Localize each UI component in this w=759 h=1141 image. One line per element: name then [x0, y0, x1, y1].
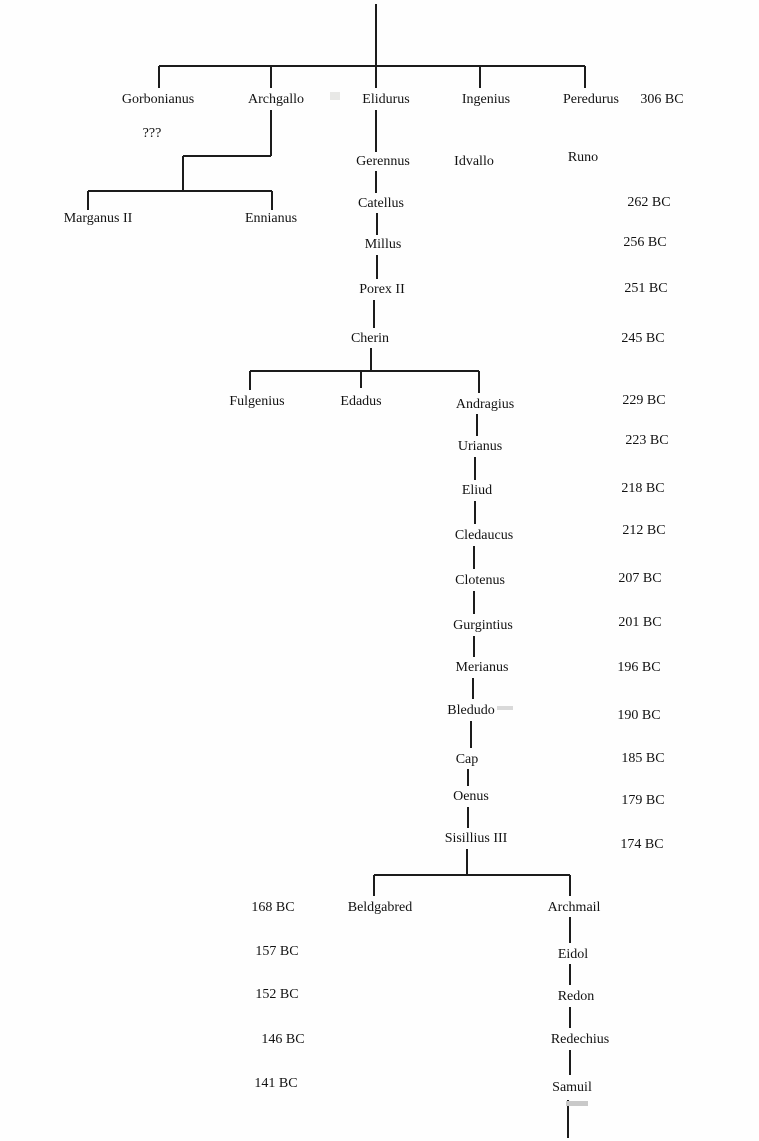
connector-line: [271, 191, 273, 210]
tree-node-millus: Millus: [364, 237, 402, 252]
tree-node-elidurus: Elidurus: [362, 92, 410, 107]
tree-node-gurgintius: Gurgintius: [453, 618, 513, 633]
scan-artifact: [330, 92, 340, 100]
tree-node-gorbonianus: Gorbonianus: [121, 92, 195, 107]
connector-line: [360, 371, 362, 388]
connector-line: [373, 875, 375, 896]
connector-line: [479, 66, 481, 88]
tree-node-eidol: Eidol: [557, 947, 589, 962]
connector-line: [472, 678, 474, 699]
tree-node-cherin: Cherin: [350, 331, 390, 346]
connector-line: [158, 66, 160, 88]
connector-line: [376, 255, 378, 279]
connector-line: [250, 370, 479, 372]
connector-line: [467, 807, 469, 828]
year-label: 306 BC: [640, 92, 684, 107]
tree-node-marganus-ii: Marganus II: [63, 211, 133, 226]
connector-line: [569, 917, 571, 943]
connector-line: [473, 636, 475, 657]
tree-node-ennianus: Ennianus: [244, 211, 298, 226]
year-label: 157 BC: [255, 944, 299, 959]
connector-line: [470, 721, 472, 748]
connector-line: [88, 190, 272, 192]
year-label: 256 BC: [623, 235, 667, 250]
connector-line: [467, 769, 469, 786]
connector-line: [473, 546, 475, 569]
connector-line: [478, 371, 480, 393]
connector-line: [474, 501, 476, 524]
connector-line: [473, 591, 475, 614]
connector-line: [584, 66, 586, 88]
connector-line: [375, 66, 377, 88]
tree-node-peredurus: Peredurus: [563, 92, 619, 107]
connector-line: [270, 66, 272, 88]
tree-node-catellus: Catellus: [358, 196, 404, 211]
tree-node-gerennus: Gerennus: [356, 154, 410, 169]
year-label: 218 BC: [621, 481, 665, 496]
tree-node-fulgenius: Fulgenius: [229, 394, 285, 409]
year-label: 168 BC: [251, 900, 295, 915]
year-label: 174 BC: [620, 837, 664, 852]
tree-node-oenus: Oenus: [453, 789, 489, 804]
connector-line: [466, 849, 468, 875]
tree-node-redon: Redon: [557, 989, 595, 1004]
tree-node-redechius: Redechius: [550, 1032, 610, 1047]
year-label: 152 BC: [255, 987, 299, 1002]
year-label: 262 BC: [627, 195, 671, 210]
year-label: 141 BC: [254, 1076, 298, 1091]
year-label: 223 BC: [625, 433, 669, 448]
connector-line: [569, 1007, 571, 1028]
tree-node-samuil: Samuil: [552, 1080, 592, 1095]
year-label: 245 BC: [621, 331, 665, 346]
connector-line: [375, 110, 377, 152]
tree-node-beldgabred: Beldgabred: [347, 900, 413, 915]
connector-line: [249, 371, 251, 390]
tree-node-ingenius: Ingenius: [461, 92, 511, 107]
year-label: 207 BC: [618, 571, 662, 586]
connector-line: [373, 300, 375, 328]
tree-node-archmail: Archmail: [547, 900, 601, 915]
tree-node-merianus: Merianus: [455, 660, 509, 675]
connector-line: [159, 65, 585, 67]
connector-line: [374, 874, 570, 876]
connector-line: [569, 875, 571, 896]
tree-node-edadus: Edadus: [340, 394, 382, 409]
year-label: 212 BC: [622, 523, 666, 538]
connector-line: [370, 348, 372, 371]
tree-node-runo: Runo: [567, 150, 599, 165]
scan-artifact: [566, 1101, 588, 1106]
tree-node-urianus: Urianus: [457, 439, 503, 454]
connector-line: [476, 414, 478, 436]
year-label: 179 BC: [621, 793, 665, 808]
year-label: 190 BC: [617, 708, 661, 723]
year-label: 251 BC: [624, 281, 668, 296]
connector-line: [270, 110, 272, 156]
scan-artifact: [497, 706, 513, 710]
year-label: 185 BC: [621, 751, 665, 766]
year-label: 229 BC: [622, 393, 666, 408]
tree-node-archgallo: Archgallo: [248, 92, 304, 107]
tree-node-eliud: Eliud: [461, 483, 493, 498]
year-label: 146 BC: [261, 1032, 305, 1047]
tree-node-sisillius-iii: Sisillius III: [444, 831, 508, 846]
connector-line: [182, 156, 184, 191]
connector-line: [569, 964, 571, 985]
connector-line: [87, 191, 89, 210]
connector-line: [183, 155, 271, 157]
connector-line: [569, 1050, 571, 1075]
tree-node-andragius: Andragius: [455, 397, 515, 412]
connector-line: [474, 457, 476, 480]
tree-node-bledudo: Bledudo: [447, 703, 495, 718]
connector-line: [376, 213, 378, 235]
tree-node-idvallo: Idvallo: [454, 154, 494, 169]
year-label: 196 BC: [617, 660, 661, 675]
tree-node-cledaucus: Cledaucus: [454, 528, 514, 543]
year-label: 201 BC: [618, 615, 662, 630]
tree-node-porex-ii: Porex II: [359, 282, 405, 297]
tree-node-unknown: ???: [142, 126, 162, 141]
tree-node-cap: Cap: [455, 752, 479, 767]
connector-line: [375, 171, 377, 193]
tree-node-clotenus: Clotenus: [455, 573, 505, 588]
connector-line: [375, 4, 377, 66]
